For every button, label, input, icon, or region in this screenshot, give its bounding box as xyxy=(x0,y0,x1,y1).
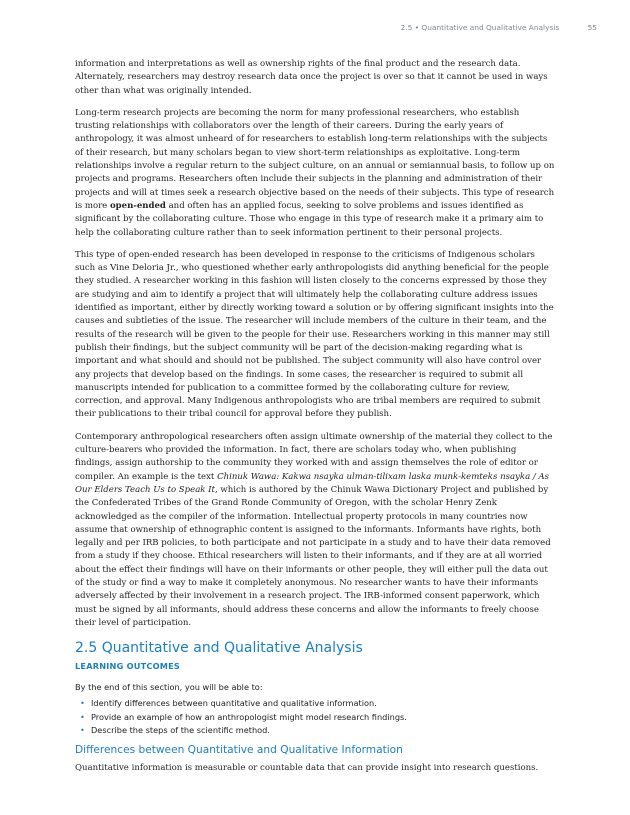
learning-outcome-item: • Provide an example of how an anthropologist might model research findings. xyxy=(91,711,556,725)
bold-term-open-ended: open-ended xyxy=(109,200,166,211)
paragraph-3 xyxy=(75,249,556,422)
running-header xyxy=(401,23,597,32)
subsection-heading: Differences between Quantitative and Qualitative Information xyxy=(75,743,403,756)
paragraph-4-text-b: , which is authored by the Chinuk Wawa Dictionary Project and published by the Confederated Tribes of the Grand Ronde Community of Oregon, with the scholar Henry Zenk acknowledged as the compiler of the information. Intellectual property protocols in many countries now assume that ownership of ethnographic content is assigned to the informants. Informants have rights, both legally and per IRB policies, to both participate and not participate in a study and to have their data removed from a study if they choose. Ethical researchers will listen to their informants, and if they are at all worried about the effect their findings will have on their informants or other people, they will either pull the data out of the study or find a way to make it completely anonymous. No researcher wants to have their informants adversely affected by their involvement in a research project. The IRB-informed consent paperwork, which must be signed by all informants, should address these concerns and allow the informants to freely choose their level of participation. xyxy=(75,484,551,628)
body-content xyxy=(75,58,556,784)
paragraph-1-text: information and interpretations as well as ownership rights of the final product and the research data. Alternately, researchers may destroy research data once the project is over so that it cannot be used in ways other than what was originally intended. xyxy=(75,59,548,96)
paragraph-1 xyxy=(75,58,556,98)
learning-outcome-item: • Identify differences between quantitative and qualitative information. xyxy=(91,697,556,711)
paragraph-2-text-b: and often has an applied focus, seeking to solve problems and issues identified as significant by the collaborating culture. Those who engage in this type of research make it a primary aim to help the collaborating culture rather than to seek information pertinent to their personal projects. xyxy=(75,200,544,238)
final-paragraph-text: Quantitative information is measurable or countable data that can provide insight into research questions. xyxy=(75,762,539,773)
paragraph-4-text-a: Contemporary anthropological researchers often assign ultimate ownership of the material they collect to the culture-bearers who provided the information. In fact, there are scholars today who, when publishing findings, assign authorship to the community they worked with and assign themselves the role of editor or compiler. An example is the text xyxy=(75,431,553,482)
paragraph-3-text: This type of open-ended research has been developed in response to the criticisms of Indigenous scholars such as Vine Deloria Jr., who questioned whether early anthropologists did anything beneficial for the people they studied. A researcher working in this fashion will listen closely to the concerns expressed by those they are studying and aim to identify a project that will ultimately help the collaborating culture address issues identified as important, either by directly working toward a solution or by offering significant insights into the causes and subtleties of the issue. The researcher will include members of the culture in their team, and the results of the research will be given to the people for their use. Researchers working in this manner may still publish their findings, but the subject community will be part of the decision-making regarding what is important and what should and should not be published. The subject community will also have control over any projects that develop based on the findings. In some cases, the researcher is required to submit all manuscripts intended for publication to a committee formed by the collaborating culture for review, correction, and approval. Many Indigenous anthropologists who are tribal members are required to submit their publications to their tribal council for approval before they publish. xyxy=(75,249,554,420)
learning-outcome-item: • Describe the steps of the scientific method. xyxy=(91,724,556,738)
section-heading: 2.5 Quantitative and Qualitative Analysis xyxy=(75,640,363,657)
paragraph-4 xyxy=(75,431,556,630)
learning-outcomes-intro: By the end of this section, you will be able to: xyxy=(75,682,263,693)
learning-outcomes-list xyxy=(75,697,556,738)
book-title-italic: Chinuk Wawa: Kakwa nsayka ulman-tilixam laska munk-kemteks nsayka / As Our Elders Teach Us to Speak It xyxy=(75,471,550,495)
page-number: 55 xyxy=(587,23,597,32)
learning-outcomes-title: LEARNING OUTCOMES xyxy=(75,661,180,672)
final-paragraph xyxy=(75,762,556,775)
paragraph-2-text-a: Long-term research projects are becoming the norm for many professional researchers, who establish trusting relationships with collaborators over the length of their careers. During the early years of anthropology, it was almost unheard of for researchers to establish long-term relationships with the subjects of their research, but many scholars began to view short-term relationships as exploitative. Long-term relationships involve a regular return to the subject culture, on an annual or semiannual basis, to follow up on projects and programs. Researchers often include their subjects in the planning and administration of their projects and will at times seek a research objective based on the needs of their subjects. This type of research is more xyxy=(75,107,555,211)
header-section-title: 2.5 • Quantitative and Qualitative Analysis xyxy=(400,23,560,32)
paragraph-2 xyxy=(75,107,556,240)
